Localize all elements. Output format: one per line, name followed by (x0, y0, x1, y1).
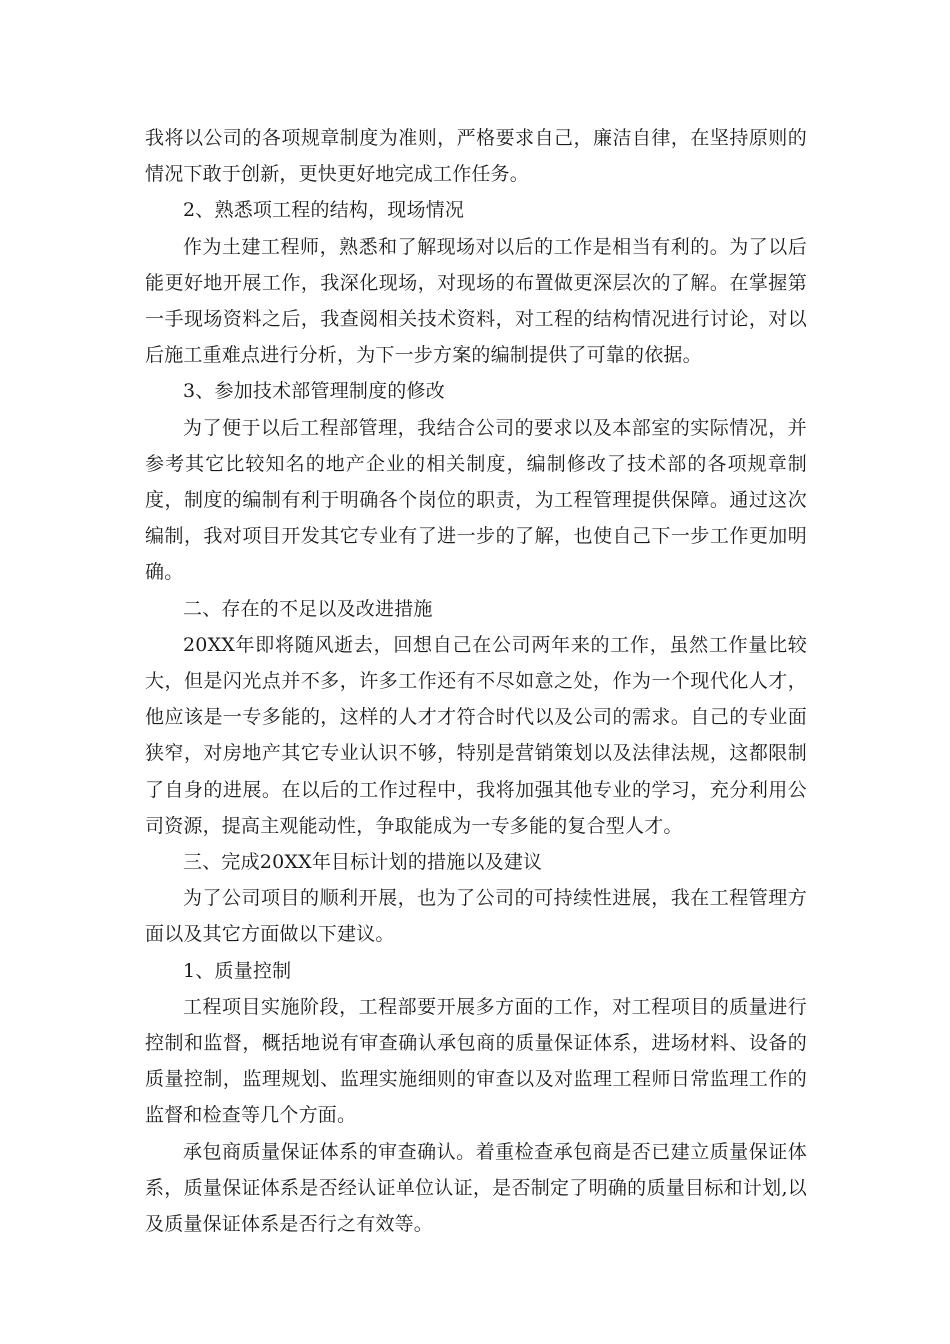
heading-shortcomings: 二、存在的不足以及改进措施 (183, 597, 433, 620)
document-page (145, 120, 807, 1242)
paragraph-management-revision: 为了便于以后工程部管理，我结合公司的要求以及本部室的实际情况，并参考其它比较知名的地产企业的相关制度，编制修改了技术部的各项规章制度，制度的编制有利于明确各个岗位的职责，为工程管理提供保障。通过这次编制，我对项目开发其它专业有了进一步的了解，也使自己下一步工作更加明确。 (145, 416, 807, 584)
heading-familiarize-structure: 2、熟悉项工程的结构，现场情况 (183, 199, 465, 222)
paragraph-quality-control: 工程项目实施阶段，工程部要开展多方面的工作，对工程项目的质量进行控制和监督，概括地说有审查确认承包商的质量保证体系，进场材料、设备的质量控制，监理规划、监理实施细则的审查以及对监理工程师日常监理工作的监督和检查等几个方面。 (145, 995, 807, 1127)
heading-management-revision: 3、参加技术部管理制度的修改 (183, 380, 445, 403)
heading-goals: 三、完成20XX年目标计划的措施以及建议 (183, 851, 543, 874)
heading-quality-control: 1、质量控制 (183, 959, 292, 982)
paragraph-intro: 我将以公司的各项规章制度为准则，严格要求自己，廉洁自律，在坚持原则的情况下敢于创新，更快更好地完成工作任务。 (145, 127, 807, 186)
paragraph-site-knowledge: 作为土建工程师，熟悉和了解现场对以后的工作是相当有利的。为了以后能更好地开展工作，我深化现场，对现场的布置做更深层次的了解。在掌握第一手现场资料之后，我查阅相关技术资料，对工程的结构情况进行讨论，对以后施工重难点进行分析，为下一步方案的编制提供了可靠的依据。 (145, 235, 807, 367)
paragraph-quality-system: 承包商质量保证体系的审查确认。着重检查承包商是否已建立质量保证体系，质量保证体系是否经认证单位认证，是否制定了明确的质量目标和计划,以及质量保证体系是否行之有效等。 (145, 1140, 807, 1236)
paragraph-goals: 为了公司项目的顺利开展，也为了公司的可持续性进展，我在工程管理方面以及其它方面做以下建议。 (145, 887, 807, 946)
paragraph-shortcomings: 20XX年即将随风逝去，回想自己在公司两年来的工作，虽然工作量比较大，但是闪光点并不多，许多工作还有不尽如意之处，作为一个现代化人才，他应该是一专多能的，这样的人才才符合时代以及公司的需求。自己的专业面狭窄，对房地产其它专业认识不够，特别是营销策划以及法律法规，这都限制了自身的进展。在以后的工作过程中，我将加强其他专业的学习，充分利用公司资源，提高主观能动性，争取能成为一专多能的复合型人才。 (145, 633, 807, 837)
